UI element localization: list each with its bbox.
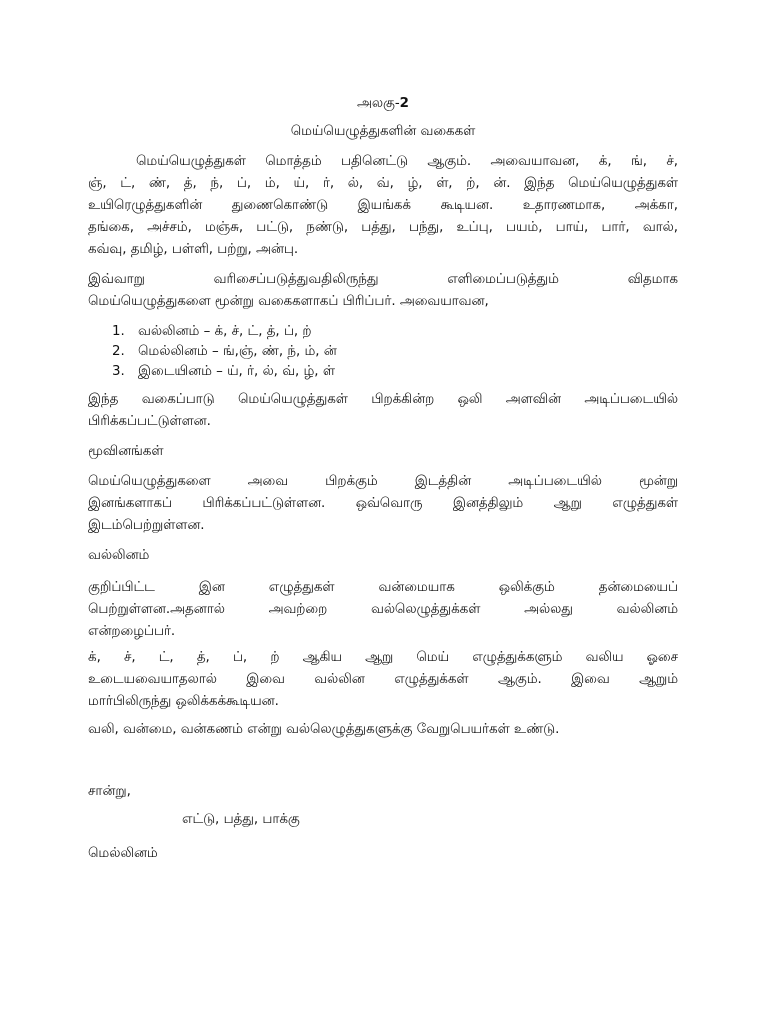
para5-line: குறிப்பிட்ட இன எழுத்துகள் வன்மையாக ஒலிக்கும் தன்மையைப் — [88, 580, 678, 595]
list-item-text: மெல்லினம் – ங்,ஞ், ண், ந், ம், ன் — [138, 344, 337, 359]
heading-vallinam: வல்லினம் — [88, 548, 150, 563]
heading-moovinangal: மூவினங்கள் — [88, 444, 164, 459]
para6-line: க், ச், ட், த், ப், ற் ஆகிய ஆறு மெய் எழுத்துக்களும் வலிய ஓசை — [88, 650, 678, 665]
unit-title-number: 2 — [399, 96, 409, 111]
para6-line: மார்பிலிருந்து ஒலிக்கக்கூடியன. — [88, 694, 279, 709]
para4-line: இனங்களாகப் பிரிக்கப்பட்டுள்ளன. ஒவ்வொரு இனத்திலும் ஆறு எழுத்துகள் — [88, 496, 678, 511]
para3-line: இந்த வகைப்பாடு மெய்யெழுத்துகள் பிறக்கின்ற ஒலி அளவின் அடிப்படையில் — [88, 392, 678, 407]
para1-line: ஞ், ட், ண், த், ந், ப், ம், ய், ர், ல், வ், ழ், ள், ற், ன். இந்த மெய்யெழுத்துகள் — [88, 176, 678, 191]
para3-line: பிரிக்கப்பட்டுள்ளன. — [88, 414, 211, 429]
list-item-number: 2. — [112, 344, 125, 359]
example-words: எட்டு, பத்து, பாக்கு — [182, 812, 300, 827]
para4-line: மெய்யெழுத்துகளை அவை பிறக்கும் இடத்தின் அடிப்படையில் மூன்று — [88, 474, 678, 489]
para5-line: பெற்றுள்ளன.அதனால் அவற்றை வல்லெழுத்துக்கள் அல்லது வல்லினம் — [88, 602, 678, 617]
para1-line: மெய்யெழுத்துகள் மொத்தம் பதினெட்டு ஆகும். அவையாவன, க், ங், ச், — [136, 154, 678, 169]
example-label: சான்று, — [88, 784, 131, 799]
list-item-number: 1. — [112, 324, 125, 339]
heading-mellinam: மெல்லினம் — [88, 846, 158, 861]
list-item-number: 3. — [112, 364, 125, 379]
list-item-text: இடையினம் – ய், ர், ல், வ், ழ், ள் — [138, 364, 335, 379]
para1-line: தங்கை, அச்சம், மஞ்சு, பட்டு, நண்டு, பத்து, பந்து, உப்பு, பயம், பாய், பார், வால், — [88, 220, 678, 235]
unit-title-label: அலகு- — [357, 96, 400, 111]
para6-line: உடையவையாதலால் இவை வல்லின எழுத்துக்கள் ஆகும். இவை ஆறும் — [88, 672, 678, 687]
unit-title — [88, 94, 678, 114]
list-item — [112, 342, 672, 362]
para4-line: இடம்பெற்றுள்ளன. — [88, 518, 205, 533]
para1-line: கவ்வு, தமிழ், பள்ளி, பற்று, அன்பு. — [88, 242, 299, 257]
section-title: மெய்யெழுத்துகளின் வகைகள் — [290, 124, 476, 139]
para2-line: மெய்யெழுத்துகளை மூன்று வகைகளாகப் பிரிப்பர். அவையாவன, — [88, 294, 489, 309]
para1-line: உயிரெழுத்துகளின் துணைகொண்டு இயங்கக் கூடியன. உதாரணமாக, அக்கா, — [88, 198, 678, 213]
para5-line: என்றழைப்பர். — [88, 624, 176, 639]
list-item-text: வல்லினம் – க், ச், ட், த், ப், ற் — [138, 324, 312, 339]
list-item — [112, 322, 672, 342]
para2-line: இவ்வாறு வரிசைப்படுத்துவதிலிருந்து எளிமைப்படுத்தும் விதமாக — [88, 272, 678, 287]
para7-line: வலி, வன்மை, வன்கணம் என்று வல்லெழுத்துகளுக்கு வேறுபெயர்கள் உண்டு. — [88, 722, 560, 737]
list-item — [112, 362, 672, 382]
